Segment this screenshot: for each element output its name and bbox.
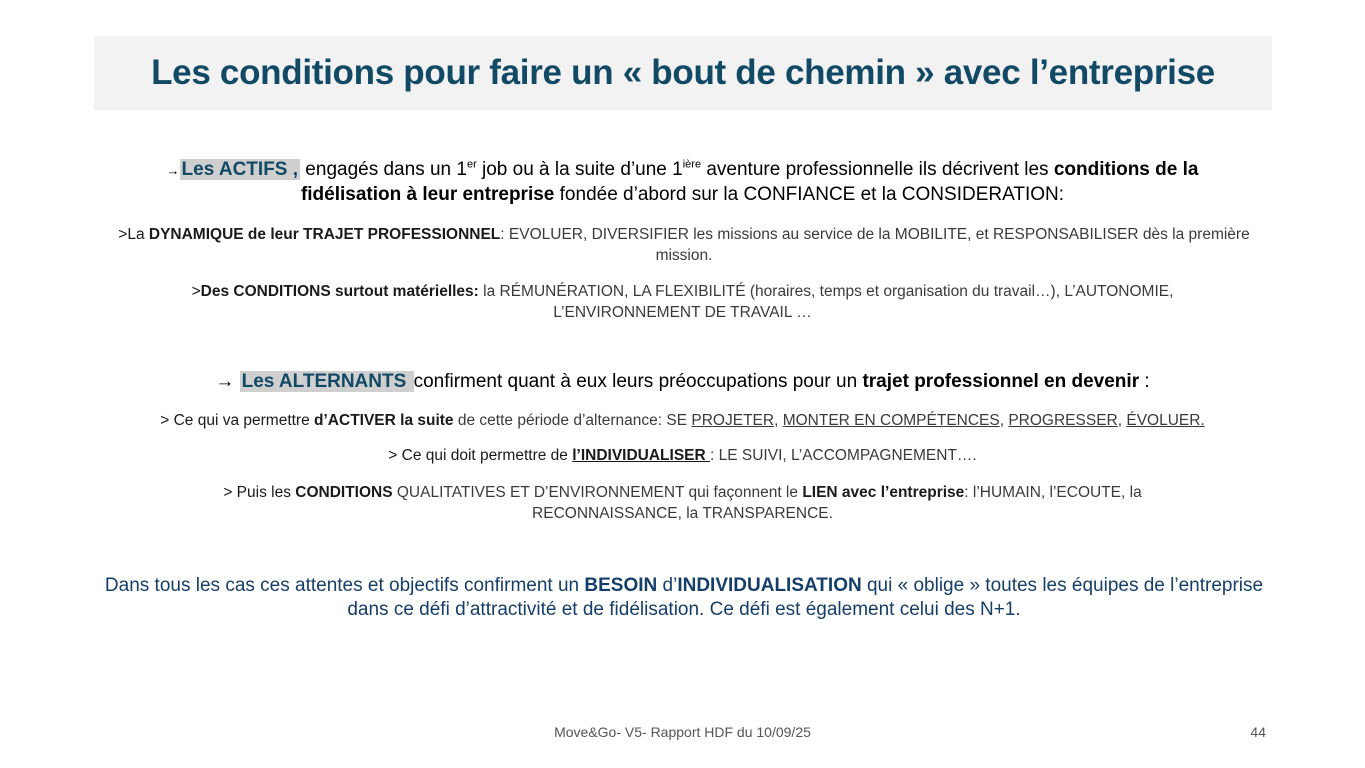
alternants-item1-text	[100, 410, 1265, 431]
alternants-item3-bold2: LIEN avec l’entreprise	[802, 484, 965, 501]
alternants-highlight: Les ALTERNANTS	[241, 371, 412, 392]
actifs-highlight: Les ACTIFS ,	[181, 159, 299, 180]
footer-text: Move&Go- V5- Rapport HDF du 10/09/25	[554, 724, 811, 740]
conclusion-bold1: BESOIN	[584, 575, 658, 596]
alternants-item1-bold: d’ACTIVER la suite	[314, 412, 454, 429]
conclusion-bold2: INDIVIDUALISATION	[677, 575, 862, 596]
actifs-item1-bold: DYNAMIQUE de leur TRAJET PROFESSIONNEL	[148, 226, 501, 243]
alternants-item1-u1: PROJETER	[691, 412, 775, 429]
alternants-item3-prefix: > Puis les	[223, 484, 296, 501]
alternants-item1-body: de cette période d’alternance: SE	[453, 412, 692, 429]
actifs-item2-bold: Des CONDITIONS surtout matérielles:	[200, 283, 479, 300]
arrow-right-icon: →	[215, 371, 240, 392]
alternants-text1: confirment quant à eux leurs préoccupations pour un	[413, 371, 863, 392]
alternants-item1-sep2: ,	[999, 412, 1009, 429]
actifs-bold1: conditions de la fidélisation à leur entreprise	[300, 159, 1199, 205]
conclusion-text3: qui « oblige » toutes les équipes de l’entreprise dans ce défi d’attractivité et de fidélisation. Ce défi est également celui des N+1.	[347, 575, 1264, 620]
actifs-item1-body: : EVOLUER, DIVERSIFIER les missions au service de la MOBILITE, et RESPONSABILISER dès la première mission.	[500, 226, 1250, 264]
actifs-sup2: ière	[682, 158, 702, 171]
alternants-item1	[100, 410, 1265, 431]
title-bar	[94, 36, 1272, 110]
alternants-item3-text	[160, 482, 1205, 524]
slide-title: Les conditions pour faire un « bout de chemin » avec l’entreprise	[151, 53, 1215, 92]
conclusion-section	[104, 574, 1264, 622]
conclusion-text	[104, 574, 1264, 622]
actifs-item2-prefix: >	[191, 283, 201, 300]
alternants-item1-prefix: > Ce qui va permettre	[160, 412, 315, 429]
actifs-text1: engagés dans un 1	[300, 159, 467, 180]
alternants-item2-body: : LE SUIVI, L’ACCOMPAGNEMENT….	[710, 447, 977, 464]
alternants-section	[100, 370, 1265, 394]
actifs-section	[100, 158, 1265, 207]
alternants-item1-sep1: ,	[774, 412, 783, 429]
actifs-text2: job ou à la suite d’une 1	[476, 159, 683, 180]
actifs-text3: aventure professionnelle ils décrivent les	[701, 159, 1054, 180]
alternants-item2	[100, 445, 1265, 466]
actifs-item2-text	[120, 281, 1245, 323]
alternants-item1-u4: ÉVOLUER.	[1126, 412, 1205, 429]
page-number: 44	[1250, 724, 1266, 740]
alternants-item1-u2: MONTER EN COMPÉTENCES	[782, 412, 1000, 429]
alternants-item3-body2: : l’HUMAIN, l’ECOUTE, la RECONNAISSANCE, la TRANSPARENCE.	[532, 484, 1142, 522]
alternants-item1-u3: PROGRESSER	[1008, 412, 1118, 429]
alternants-lead	[100, 370, 1265, 394]
actifs-lead	[100, 158, 1265, 207]
alternants-item3-bold1: CONDITIONS	[295, 484, 393, 501]
actifs-item1	[104, 224, 1264, 266]
alternants-item1-sep3: ,	[1117, 412, 1127, 429]
alternants-item3-body1: QUALITATIVES ET D’ENVIRONNEMENT qui façonnent le	[392, 484, 803, 501]
arrow-icon: →	[166, 163, 180, 178]
conclusion-text2: d’	[657, 575, 678, 596]
conclusion-text1: Dans tous les cas ces attentes et objectifs confirment un	[104, 575, 585, 596]
actifs-sup1: er	[466, 158, 477, 171]
actifs-item2	[120, 281, 1245, 323]
alternants-item2-prefix: > Ce qui doit permettre de	[388, 447, 573, 464]
alternants-bold1: trajet professionnel en devenir	[862, 371, 1140, 392]
alternants-item2-bu: l’INDIVIDUALISER	[572, 447, 711, 464]
alternants-item3	[160, 482, 1205, 524]
alternants-text2: :	[1139, 371, 1150, 392]
actifs-item2-body: la RÉMUNÉRATION, LA FLEXIBILITÉ (horaires, temps et organisation du travail…), L’AUTONOMIE, L’ENVIRONNEMENT DE TRAVAIL …	[478, 283, 1174, 321]
actifs-item1-text	[104, 224, 1264, 266]
actifs-item1-prefix: >La	[118, 226, 149, 243]
alternants-item2-text	[100, 445, 1265, 466]
actifs-text4: fondée d’abord sur la CONFIANCE et la CONSIDERATION:	[554, 184, 1065, 205]
